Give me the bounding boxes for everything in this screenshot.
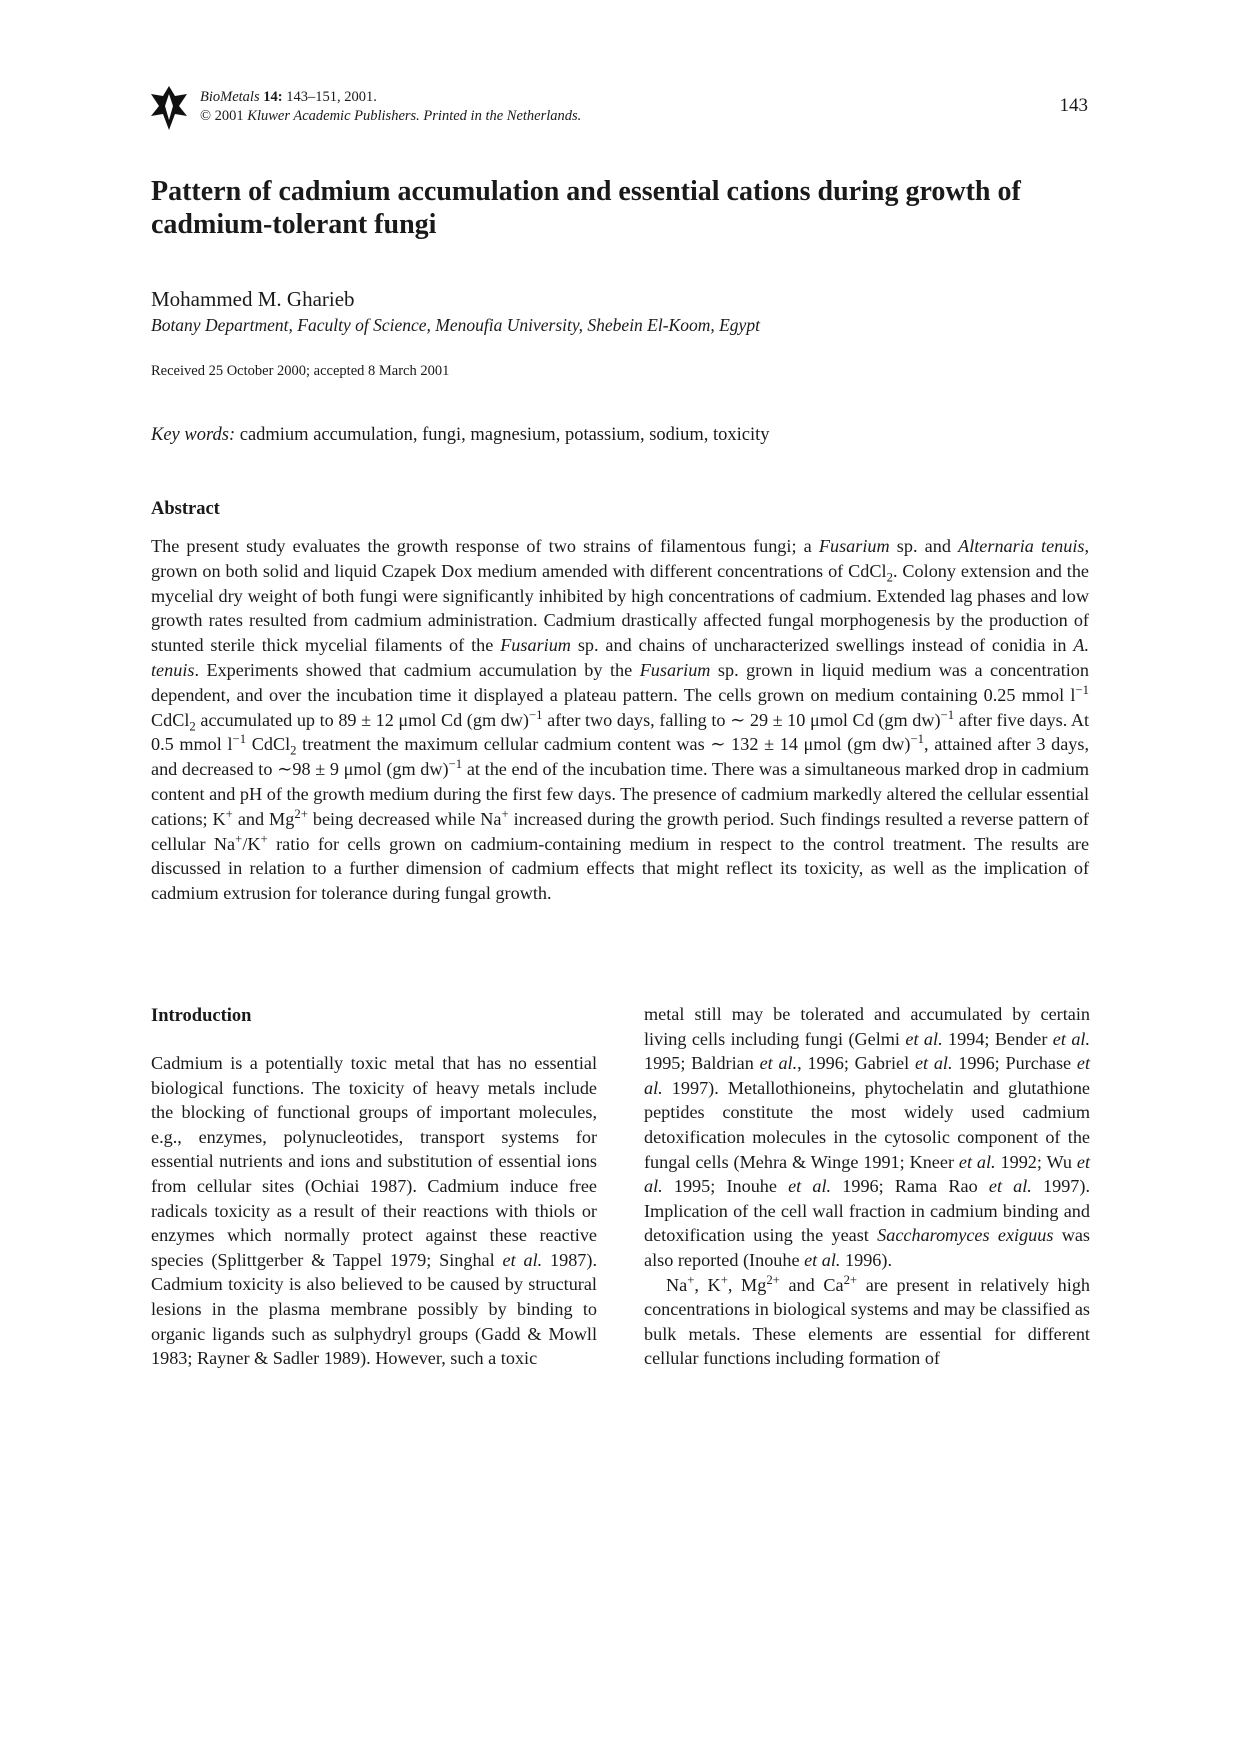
- intro-paragraph-1: Cadmium is a potentially toxic metal that has no essential biological functions. The toxicity of heavy metals include the blocking of functional groups of important molecules, e.g., enzymes, polynucleotides, transport systems for essential nutrients and ions and substitution of essential ions from cellular sites (Ochiai 1987). Cadmium induce free radicals toxicity as a result of their reactions with thiols or enzymes which normally protect against these reactive species (Splittgerber & Tappel 1979; Singhal et al. 1987). Cadmium toxicity is also believed to be caused by structural lesions in the plasma membrane possibly by binding to organic ligands such as sulphydryl groups (Gadd & Mowll 1983; Rayner & Sadler 1989). However, such a toxic: [151, 1053, 597, 1369]
- copyright: © 2001: [200, 108, 244, 124]
- left-column: [151, 1051, 597, 1371]
- publisher: Kluwer Academic Publishers.: [247, 108, 420, 124]
- abstract-text: The present study evaluates the growth response of two strains of filamentous fungi; a Fusarium sp. and Alternaria tenuis, grown on both solid and liquid Czapek Dox medium amended with different concentrations of CdCl$_2$. Colony extension and the mycelial dry weight of both fungi were significantly inhibited by high concentrations of cadmium. Extended lag phases and low growth rates resulted from cadmium administration. Cadmium drastically affected fungal morphogenesis by the production of stunted sterile thick mycelial filaments of the Fusarium sp. and chains of uncharacterized swellings instead of conidia in A. tenuis. Experiments showed that cadmium accumulation by the Fusarium sp. grown in liquid medium was a concentration dependent, and over the incubation time it displayed a plateau pattern. The cells grown on medium containing 0.25 mmol $l^{-1}$ CdCl$_2$ accumulated up to 89 ± 12 μmol Cd (gm dw)$^{-1}$ after two days, falling to ∼ 29 ± 10 μmol Cd (gm dw)$^{-1}$ after five days. At 0.5 mmol $l^{-1}$ CdCl$_2$ treatment the maximum cellular cadmium content was ∼ 132 ± 14 μmol (gm dw)$^{-1}$, attained after 3 days, and decreased to ∼98 ± 9 μmol (gm dw)$^{-1}$ at the end of the incubation time. There was a simultaneous marked drop in cadmium content and pH of the growth medium during the first few days. The presence of cadmium markedly altered the cellular essential cations; K+ and $Mg^{2+}$ being decreased while Na+ increased during the growth period. Such findings resulted a reverse pattern of cellular Na+/K+ ratio for cells grown on cadmium-containing medium in respect to the control treatment. The results are discussed in relation to a further dimension of cadmium effects that might reflect its toxicity, as well as the implication of cadmium extrusion for tolerance during fungal growth.: [151, 536, 1090, 904]
- author-affiliation: Botany Department, Faculty of Science, Menoufia University, Shebein El-Koom, Egypt: [151, 315, 760, 335]
- journal-citation: [200, 88, 581, 126]
- journal-name: BioMetals: [200, 89, 260, 105]
- abstract-heading: Abstract: [151, 499, 220, 519]
- paper-title: Pattern of cadmium accumulation and essential cations during growth of cadmium-tolerant fungi: [151, 176, 1021, 240]
- keywords: [151, 425, 1091, 446]
- intro-paragraph-1-cont: metal still may be tolerated and accumulated by certain living cells including fungi (Gelmi et al. 1994; Bender et al. 1995; Baldrian et al., 1996; Gabriel et al. 1996; Purchase et al. 1997). Metallothioneins, phytochelatin and glutathione peptides constitute the most widely used cadmium detoxification molecules in the cytosolic component of the fungal cells (Mehra & Winge 1991; Kneer et al. 1992; Wu et al. 1995; Inouhe et al. 1996; Rama Rao et al. 1997). Implication of the cell wall fraction in cadmium binding and detoxification using the yeast Saccharomyces exiguus was also reported (Inouhe et al. 1996).: [644, 1004, 1091, 1270]
- journal-volume: 14:: [263, 89, 283, 105]
- author-name: Mohammed M. Gharieb: [151, 287, 355, 311]
- publisher-logo-icon: [151, 86, 187, 130]
- page-number: 143: [1059, 95, 1088, 116]
- introduction-heading: Introduction: [151, 1006, 252, 1026]
- received-dates: Received 25 October 2000; accepted 8 March 2001: [151, 363, 450, 379]
- keywords-text: cadmium accumulation, fungi, magnesium, potassium, sodium, toxicity: [239, 425, 770, 445]
- keywords-label: Key words:: [151, 425, 236, 445]
- right-column: [644, 1002, 1090, 1371]
- printed-note: Printed in the Netherlands.: [423, 108, 582, 124]
- intro-paragraph-2: Na+, K+, $Mg^{2+}$ and $Ca^{2+}$ are present in relatively high concentrations in biological systems and may be classified as bulk metals. These elements are essential for different cellular functions including formation of: [644, 1272, 1091, 1369]
- journal-pages: 143–151, 2001.: [286, 89, 377, 105]
